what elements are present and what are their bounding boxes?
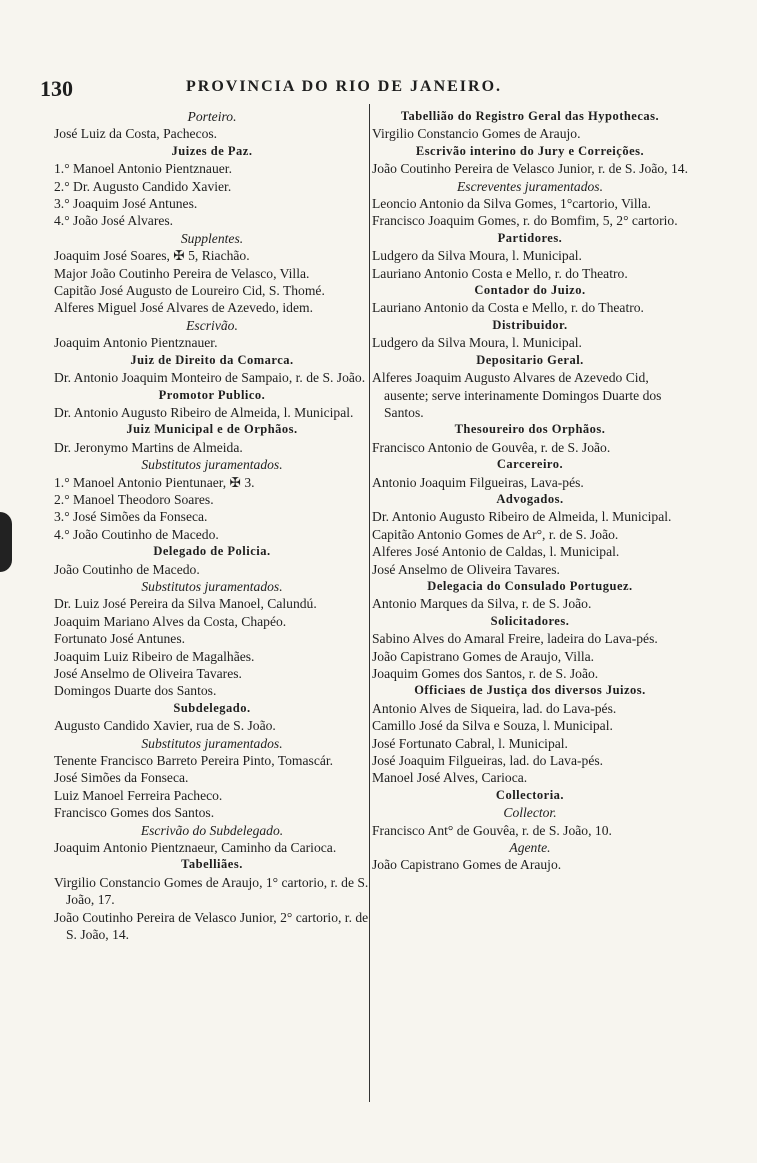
directory-entry: Alferes Joaquim Augusto Alvares de Azevedo Cid, ausente; serve interinamente Domingos Duarte dos Santos. xyxy=(372,370,662,420)
directory-entry: Augusto Candido Xavier, rua de S. João. xyxy=(54,718,276,734)
directory-entry: 4.° João José Alvares. xyxy=(54,213,174,229)
left-column xyxy=(54,108,370,944)
directory-entry: Francisco Antonio de Gouvêa, r. de S. João. xyxy=(372,439,611,455)
directory-entry: Joaquim Luiz Ribeiro de Magalhães. xyxy=(54,648,255,664)
directory-entry: Antonio Alves de Siqueira, lad. do Lava-pés. xyxy=(372,700,617,716)
directory-entry: Lauriano Antonio Costa e Mello, r. do Theatro. xyxy=(372,265,628,281)
directory-entry: Joaquim Gomes dos Santos, r. de S. João. xyxy=(372,666,599,681)
directory-entry: Ludgero da Silva Moura, l. Municipal. xyxy=(372,335,582,351)
section-subheading: Substitutos juramentados. xyxy=(141,457,283,473)
section-subheading: Collector. xyxy=(503,805,557,821)
directory-entry: Antonio Joaquim Filgueiras, Lava-pés. xyxy=(372,474,584,490)
directory-entry: Joaquim José Soares, ✠ 5, Riachão. xyxy=(54,248,250,264)
directory-entry: Virgilio Constancio Gomes de Araujo, 1° cartorio, r. de S. João, 17. xyxy=(54,874,369,908)
directory-entry: Luiz Manoel Ferreira Pacheco. xyxy=(54,787,223,803)
directory-entry: João Coutinho Pereira de Velasco Junior, 2° cartorio, r. de S. João, 14. xyxy=(54,909,369,943)
directory-entry: 1.° Manoel Antonio Pientunaer, ✠ 3. xyxy=(54,474,255,490)
section-heading: Depositario Geral. xyxy=(476,352,584,367)
directory-entry: Capitão Antonio Gomes de Ar°, r. de S. João. xyxy=(372,526,619,542)
directory-entry: João Capistrano Gomes de Araujo. xyxy=(372,857,562,873)
directory-entry: João Coutinho Pereira de Velasco Junior, r. de S. João, 14. xyxy=(372,161,688,177)
section-heading: Distribuidor. xyxy=(492,317,568,332)
right-column xyxy=(372,108,688,874)
section-subheading: Agente. xyxy=(509,840,551,856)
directory-entry: Capitão José Augusto de Loureiro Cid, S. Thomé. xyxy=(54,283,325,299)
directory-entry: José Fortunato Cabral, l. Municipal. xyxy=(372,735,568,751)
directory-entry: 4.° João Coutinho de Macedo. xyxy=(54,526,219,542)
directory-entry: José Luiz da Costa, Pachecos. xyxy=(54,126,218,142)
section-heading: Delegacia do Consulado Portuguez. xyxy=(427,578,633,593)
section-heading: Advogados. xyxy=(496,491,564,506)
section-heading: Juiz Municipal e de Orphãos. xyxy=(126,422,298,437)
section-subheading: Substitutos juramentados. xyxy=(141,578,283,594)
directory-entry: 3.° José Simões da Fonseca. xyxy=(54,509,208,525)
directory-entry: Joaquim Antonio Pientznaeur, Caminho da Carioca. xyxy=(54,840,337,856)
section-heading: Collectoria. xyxy=(495,787,565,802)
directory-entry: Camillo José da Silva e Souza, l. Municipal. xyxy=(372,718,613,734)
section-heading: Tabellião do Registro Geral das Hypothecas. xyxy=(400,109,660,123)
directory-entry: Joaquim Mariano Alves da Costa, Chapéo. xyxy=(54,613,287,629)
directory-entry: Ludgero da Silva Moura, l. Municipal. xyxy=(372,248,582,264)
section-subheading: Escrivão. xyxy=(186,317,238,333)
directory-entry: Francisco Joaquim Gomes, r. do Bomfim, 5, 2° cartorio. xyxy=(372,213,678,229)
directory-entry: Dr. Jeronymo Martins de Almeida. xyxy=(54,439,243,455)
directory-entry: Francisco Gomes dos Santos. xyxy=(54,805,215,821)
section-subheading: Escrivão do Subdelegado. xyxy=(140,822,284,838)
directory-entry: Joaquim Antonio Pientznauer. xyxy=(54,335,218,351)
page-title: PROVINCIA DO RIO DE JANEIRO. xyxy=(186,78,503,95)
section-subheading: Supplentes. xyxy=(180,230,244,246)
directory-entry: Alferes Miguel José Alvares de Azevedo, idem. xyxy=(54,300,313,316)
section-subheading: Escreventes juramentados. xyxy=(457,178,603,194)
directory-entry: 1.° Manoel Antonio Pientznauer. xyxy=(54,161,232,177)
section-heading: Partidores. xyxy=(497,230,563,245)
section-heading: Juizes de Paz. xyxy=(171,143,253,158)
directory-entry: Fortunato José Antunes. xyxy=(54,631,186,647)
directory-entry: Francisco Ant° de Gouvêa, r. de S. João, 10. xyxy=(372,822,612,838)
section-heading: Delegado de Policia. xyxy=(153,544,271,559)
directory-entry: Sabino Alves do Amaral Freire, ladeira do Lava-pés. xyxy=(372,631,658,647)
directory-entry: Dr. Antonio Augusto Ribeiro de Almeida, l. Municipal. xyxy=(372,509,672,525)
directory-entry: Dr. Luiz José Pereira da Silva Manoel, Calundú. xyxy=(54,596,317,612)
section-heading: Escrivão interino do Jury e Correições. xyxy=(415,143,645,158)
page-number: 130 xyxy=(40,76,73,101)
section-heading: Subdelegado. xyxy=(173,700,251,715)
directory-entry: 2.° Manoel Theodoro Soares. xyxy=(54,491,214,507)
directory-entry: José Anselmo de Oliveira Tavares. xyxy=(54,666,242,681)
directory-entry: Alferes José Antonio de Caldas, l. Municipal. xyxy=(372,544,620,560)
directory-entry: Leoncio Antonio da Silva Gomes, 1°cartorio, Villa. xyxy=(372,196,651,212)
section-heading: Juiz de Direito da Comarca. xyxy=(130,352,294,367)
section-heading: Officiaes de Justiça dos diversos Juizos. xyxy=(414,683,646,698)
directory-entry: 3.° Joaquim José Antunes. xyxy=(54,196,198,212)
section-subheading: Porteiro. xyxy=(187,109,237,124)
directory-entry: Virgilio Constancio Gomes de Araujo. xyxy=(372,126,581,142)
directory-entry: Dr. Antonio Augusto Ribeiro de Almeida, l. Municipal. xyxy=(54,404,354,420)
directory-entry: José Anselmo de Oliveira Tavares. xyxy=(372,561,560,577)
directory-entry: Dr. Antonio Joaquim Monteiro de Sampaio, r. de S. João. xyxy=(54,370,366,386)
directory-entry: Major João Coutinho Pereira de Velasco, Villa. xyxy=(54,265,310,281)
directory-entry: José Joaquim Filgueiras, lad. do Lava-pés. xyxy=(372,753,604,769)
section-heading: Contador do Juizo. xyxy=(474,283,586,298)
directory-entry: Domingos Duarte dos Santos. xyxy=(54,683,217,699)
section-heading: Carcereiro. xyxy=(496,457,564,472)
section-heading: Solicitadores. xyxy=(490,613,570,628)
directory-entry: Tenente Francisco Barreto Pereira Pinto, Tomascár. xyxy=(54,753,334,769)
directory-entry: João Capistrano Gomes de Araujo, Villa. xyxy=(372,648,595,664)
section-heading: Promotor Publico. xyxy=(158,387,266,402)
section-heading: Thesoureiro dos Orphãos. xyxy=(454,422,606,437)
directory-entry: José Simões da Fonseca. xyxy=(54,770,189,786)
directory-entry: 2.° Dr. Augusto Candido Xavier. xyxy=(54,178,232,194)
directory-entry: Antonio Marques da Silva, r. de S. João. xyxy=(372,596,592,612)
directory-entry: Lauriano Antonio da Costa e Mello, r. do Theatro. xyxy=(372,300,644,316)
directory-entry: Manoel José Alves, Carioca. xyxy=(372,770,528,786)
section-subheading: Substitutos juramentados. xyxy=(141,735,283,751)
directory-entry: João Coutinho de Macedo. xyxy=(54,561,200,577)
section-heading: Tabelliães. xyxy=(181,857,243,872)
binding-mark xyxy=(0,512,12,572)
